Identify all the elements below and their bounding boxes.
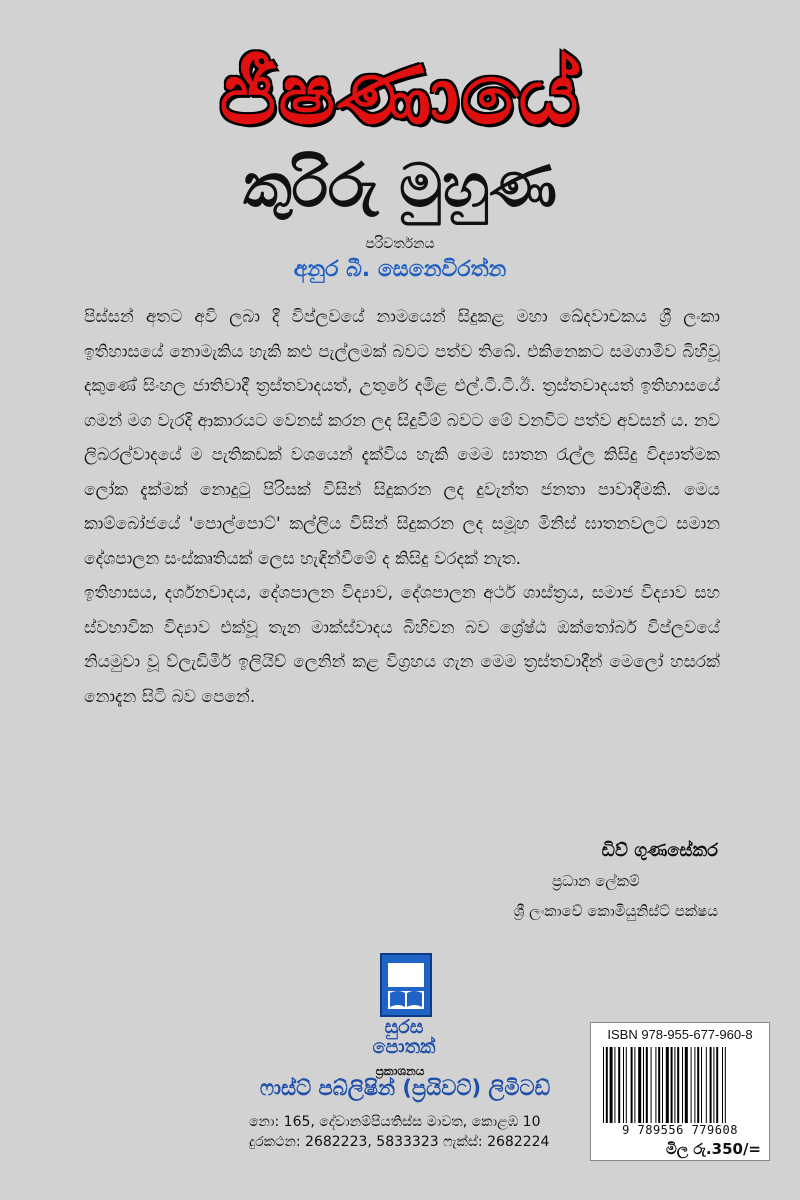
barcode-bar [722, 1047, 723, 1123]
publisher-logo [380, 953, 432, 1017]
logo-text-line: සුරස [384, 1016, 424, 1038]
imprint-label: ප්‍රකාශනය [375, 1064, 425, 1078]
barcode-digits: 9 789556 779608 [622, 1123, 738, 1137]
logo-text-line: පොතක් [372, 1036, 436, 1058]
book-title: ජීෂණායේ [219, 45, 581, 143]
barcode-bar [603, 1047, 604, 1123]
barcode-bar [682, 1047, 683, 1123]
barcode-bar [623, 1047, 624, 1123]
signatory-title: ප්‍රධාන ලේකම් [551, 872, 640, 890]
barcode-bar [614, 1047, 615, 1123]
isbn-number: ISBN 978-955-677-960-8 [607, 1027, 753, 1042]
barcode-bar [725, 1047, 726, 1123]
translator-name: අනුර බී. සෙනෙවිරත්න [293, 257, 507, 282]
barcode-bar [706, 1047, 707, 1123]
publisher-logo-text [372, 1017, 436, 1057]
blurb-paragraph: පිස්සන් අතට අවි ලබා දී විප්ලවයේ නාමයෙන් සිදුකළ මහා ඛේදවාචකය ශ්‍රී ලංකා ඉතිහාසයේ නොමැකිය හැකි කළු පැල්ලමක් බවට පත්ව තිබේ. එකිනෙකට සමගාමීව බිහිවූ දකුණේ සිංහල ජාතිවාදී ත්‍රස්තවාදයත්, උතුරේ දමිළ එල්.ටී.ටී.ඊ. ත්‍රස්තවාදයත් ඉතිහාසයේ ගමන් මග වැරදි ආකාරයට වෙනස් කරන ලද සිදුවීම් බවට මේ වනවිට පත්ව අවසන් ය. නව ලිබරල්වාදයේ ම පැතිකඩක් වශයෙන් දැක්විය හැකි මෙම ඝාතන රැල්ල කිසිදු විද්‍යාත්මක ලෝක දැක්මක් නොදුටු පිරිසක් විසින් සිදුකරන ලද දුවැන්ත ජනතා පාවාදීමකි. මෙය කාම්බෝජයේ 'පොල්පොට්' කල්ලිය විසින් සිදුකරන ලද සමූහ මිනිස් ඝාතනවලට සමාන දේශපාලන සංස්කෘතියක් ලෙස හැඳින්වීමේ ද කිසිදු වරදක් නැත. [84, 307, 721, 569]
barcode-bar [626, 1047, 627, 1123]
open-book-icon [382, 955, 430, 1015]
signature-block [514, 836, 718, 926]
barcode-bar [671, 1047, 673, 1123]
translation-label: පරිවර්තනය [365, 236, 435, 252]
publisher-address: නො: 165, දේවානම්පියතිස්ස මාවත, කොළඹ 10 [249, 1114, 541, 1130]
blurb [84, 300, 720, 714]
barcode-bar [666, 1047, 669, 1123]
publisher-name: ෆාස්ට් පබ්ලිෂින් (ප්‍රයිවට්) ලිමිටඩ් [259, 1076, 551, 1100]
barcode-bar [697, 1047, 699, 1123]
barcode-bar [658, 1047, 660, 1123]
barcode-bar [638, 1047, 641, 1123]
barcode-bar [655, 1047, 656, 1123]
barcode-bar [618, 1047, 620, 1123]
barcode-bar [651, 1047, 652, 1123]
barcode-panel [590, 1022, 770, 1161]
barcode-bars [601, 1047, 759, 1123]
barcode-bar [701, 1047, 702, 1123]
price-label: මිල රු.350/= [665, 1140, 761, 1158]
barcode-bar [674, 1047, 675, 1123]
barcode-bar [713, 1047, 714, 1123]
signatory-name: ඩිව් ගුණසේකර [601, 840, 718, 861]
book-subtitle: කුරිරු මුහුණ [243, 151, 557, 221]
barcode-bar [677, 1047, 679, 1123]
barcode-bar [634, 1047, 635, 1123]
barcode-bar [685, 1047, 688, 1123]
barcode-bar [691, 1047, 692, 1123]
barcode-bar [710, 1047, 712, 1123]
barcode-bar [610, 1047, 613, 1123]
barcode-bar [646, 1047, 648, 1123]
signatory-organization: ශ්‍රී ලංකාවේ කොමියුනිස්ට් පක්ෂය [513, 902, 718, 920]
barcode-bar [716, 1047, 718, 1123]
barcode-bar [662, 1047, 663, 1123]
barcode-bar [643, 1047, 644, 1123]
blurb-paragraph: ඉතිහාසය, දර්ශනවාදය, දේශපාලන විද්‍යාව, දේශපාලන අර්ථ ශාස්ත්‍රය, සමාජ විද්‍යාව සහ ස්වභාවික විද්‍යාව එක්වූ තැන මාක්ස්වාදය බිහිවන බව ශ්‍රේෂ්ඨ ඔක්තෝබර් විප්ලවයේ නියමුවා වූ ව්ලැඩිමීර් ඉලියිච් ලෙනින් කළ විග්‍රහය ගැන මෙම ත්‍රස්තවාදීන් මෙලෝ හසරක් නොදැන සිටි බව පෙනේ. [84, 583, 720, 707]
barcode-bar [694, 1047, 695, 1123]
barcode-bar [606, 1047, 608, 1123]
barcode-bar [631, 1047, 633, 1123]
publisher-contact [249, 1112, 549, 1152]
publisher-phone: දුරකථන: 2682223, 5833323 ෆැක්ස්: 2682224 [249, 1134, 550, 1150]
